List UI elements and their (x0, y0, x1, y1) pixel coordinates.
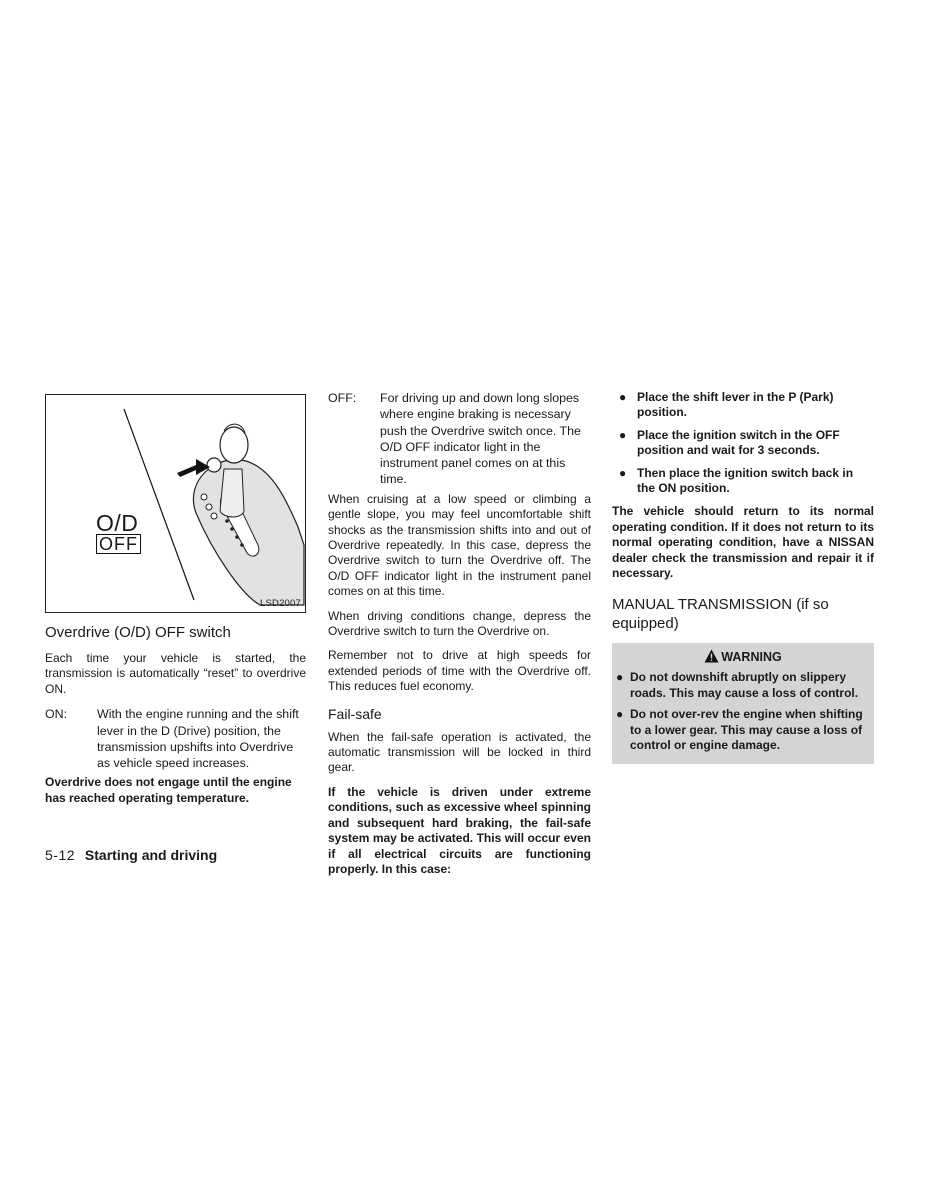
return-condition-paragraph: The vehicle should return to its normal operating condition. If it does not return to its normal operating condition, have a NISSAN dealer check the transmission and repair it if necessary. (612, 504, 874, 581)
column-right (612, 390, 874, 764)
on-definition (45, 706, 306, 771)
off-definition (328, 390, 591, 488)
warning-triangle-icon (704, 649, 719, 666)
page-footer (45, 847, 217, 863)
off-text: For driving up and down long slopes where engine braking is necessary push the Overdrive switch once. The O/D OFF indicator light in the instrument panel comes on at this time. (380, 391, 581, 487)
fuel-economy-paragraph: Remember not to drive at high speeds for extended periods of time with the Overdrive off. This reduces fuel economy. (328, 648, 591, 694)
warning-list (612, 670, 874, 753)
failsafe-heading: Fail-safe (328, 705, 382, 722)
od-label: O/D (96, 510, 139, 536)
failsafe-paragraph: When the fail-safe operation is activated, the automatic transmission will be locked in third gear. (328, 729, 591, 775)
off-term: OFF: (328, 391, 357, 405)
list-item: ● Do not downshift abruptly on slippery roads. This may cause a loss of control. (616, 670, 859, 700)
bullet-icon: ● (619, 427, 627, 442)
column-middle (328, 390, 591, 877)
list-item: ● Do not over-rev the engine when shifting to a lower gear. This may cause a loss of control or engine damage. (616, 707, 863, 753)
section-title: Starting and driving (84, 847, 218, 863)
page-number: 5-12 (45, 847, 76, 863)
off-label: OFF (96, 534, 141, 554)
manual-transmission-heading: MANUAL TRANSMISSION (if so equipped) (612, 596, 829, 633)
column-left (45, 390, 306, 806)
conditions-paragraph: When driving conditions change, depress the Overdrive switch to turn the Overdrive on. (328, 608, 591, 639)
list-item: ● Then place the ignition switch back in the ON position. (619, 465, 854, 496)
figure-caption: Overdrive (O/D) OFF switch (45, 624, 231, 641)
cruising-paragraph: When cruising at a low speed or climbing a gentle slope, you may feel uncomfortable shift shocks as the transmission shifts into and out of Overdrive repeatedly. In this case, depress the Overdrive switch to turn the Overdrive off. The O/D OFF indicator light in the instrument panel comes on at this time. (328, 491, 591, 599)
on-term: ON: (45, 707, 68, 722)
intro-paragraph: Each time your vehicle is started, the transmission is automatically “reset” to overdrive ON. (45, 651, 306, 696)
warning-header (612, 643, 874, 670)
list-item: ● Place the ignition switch in the OFF position and wait for 3 seconds. (619, 427, 840, 458)
figure-id: LSD2007 (259, 598, 301, 609)
bullet-icon: ● (619, 465, 627, 480)
bullet-icon: ● (619, 390, 627, 404)
bullet-icon: ● (616, 670, 624, 685)
list-item: ● Place the shift lever in the P (Park) position. (619, 390, 834, 420)
on-text: With the engine running and the shift lever in the D (Drive) position, the transmission upshifts into Overdrive as vehicle speed increases. (97, 707, 299, 771)
overdrive-switch-figure (45, 394, 306, 613)
failsafe-steps (612, 390, 874, 496)
bullet-icon: ● (616, 707, 624, 722)
shift-lever-illustration (46, 395, 305, 612)
warning-box (612, 643, 874, 763)
failsafe-bold-paragraph: If the vehicle is driven under extreme conditions, such as excessive wheel spinning and subsequent hard braking, the fail-safe system may be activated. This will occur even if all electrical circuits are functioning properly. In this case: (328, 784, 591, 876)
overdrive-note: Overdrive does not engage until the engine has reached operating temperature. (45, 775, 292, 805)
warning-title: WARNING (721, 650, 782, 665)
